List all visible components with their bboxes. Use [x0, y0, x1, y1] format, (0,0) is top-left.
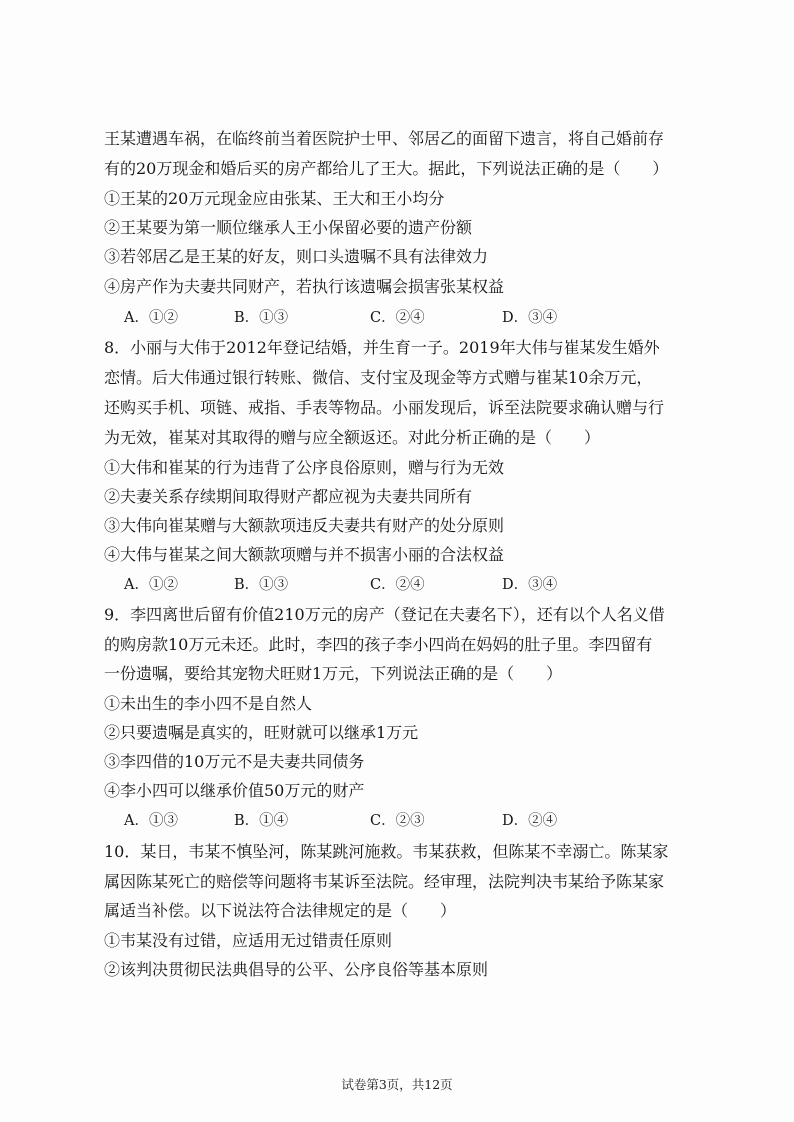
q8-stem-line: 还购买手机、项链、戒指、手表等物品。小丽发现后，诉至法院要求确认赠与行 — [104, 398, 665, 417]
q9-stem-line: 一份遗嘱，要给其宠物犬旺财1万元，下列说法正确的是（ ） — [104, 664, 563, 683]
q9-option-d[interactable]: D．②④ — [502, 813, 558, 829]
page-footer: 试卷第3页，共12页 — [341, 1077, 453, 1092]
q8-option-b[interactable]: B．①③ — [234, 577, 289, 593]
q9-options — [124, 809, 664, 833]
q10-statement-1: ①韦某没有过错，应适用无过错责任原则 — [104, 931, 393, 950]
q8-statement-1: ①大伟和崔某的行为违背了公序良俗原则，赠与行为无效 — [104, 458, 505, 477]
q7-statement-4: ④房产作为夫妻共同财产，若执行该遗嘱会损害张某权益 — [104, 277, 505, 296]
q8-statement-4: ④大伟与崔某之间大额款项赠与并不损害小丽的合法权益 — [104, 545, 505, 564]
q9-stem-line: 9．李四离世后留有价值210万元的房产（登记在夫妻名下），还有以个人名义借 — [104, 605, 665, 624]
q7-statement-1: ①王某的20万元现金应由张某、王大和王小均分 — [104, 189, 445, 208]
q8-options — [124, 573, 664, 597]
q8-statement-3: ③大伟向崔某赠与大额款项违反夫妻共有财产的处分原则 — [104, 516, 505, 535]
q7-option-a[interactable]: A．①② — [124, 310, 178, 326]
q8-option-a[interactable]: A．①② — [124, 577, 178, 593]
q10-statement-2: ②该判决贯彻民法典倡导的公平、公序良俗等基本原则 — [104, 960, 489, 979]
q7-statement-2: ②王某要为第一顺位继承人王小保留必要的遗产份额 — [104, 218, 473, 237]
q9-statement-1: ①未出生的李小四不是自然人 — [104, 694, 313, 713]
q9-option-c[interactable]: C．②③ — [370, 813, 425, 829]
q7-option-d[interactable]: D．③④ — [502, 310, 558, 326]
q7-statement-3: ③若邻居乙是王某的好友，则口头遗嘱不具有法律效力 — [104, 247, 489, 266]
q8-option-c[interactable]: C．②④ — [370, 577, 425, 593]
q7-options — [124, 306, 664, 330]
q9-statement-2: ②只要遗嘱是真实的，旺财就可以继承1万元 — [104, 723, 419, 742]
q7-stem-line: 有的20万现金和婚后买的房产都给儿了王大。据此，下列说法正确的是（ ） — [104, 159, 669, 178]
q9-option-a[interactable]: A．①③ — [124, 813, 178, 829]
q8-option-d[interactable]: D．③④ — [502, 577, 558, 593]
q8-stem-line: 为无效，崔某对其取得的赠与应全额返还。对此分析正确的是（ ） — [104, 428, 601, 447]
q9-statement-4: ④李小四可以继承价值50万元的财产 — [104, 781, 365, 800]
q8-stem-line: 恋情。后大伟通过银行转账、微信、支付宝及现金等方式赠与崔某10余万元， — [104, 368, 653, 387]
q8-stem-line: 8．小丽与大伟于2012年登记结婚，并生育一子。2019年大伟与崔某发生婚外 — [104, 338, 660, 357]
q7-option-c[interactable]: C．②④ — [370, 310, 425, 326]
q7-stem-line: 王某遭遇车祸，在临终前当着医院护士甲、邻居乙的面留下遗言，将自己婚前存 — [104, 129, 665, 148]
q9-option-b[interactable]: B．①④ — [234, 813, 289, 829]
q9-statement-3: ③李四借的10万元不是夫妻共同债务 — [104, 752, 365, 771]
q7-option-b[interactable]: B．①③ — [234, 310, 289, 326]
q10-stem-line: 属适当补偿。以下说法符合法律规定的是（ ） — [104, 901, 457, 920]
q10-stem-line: 属因陈某死亡的赔偿等问题将韦某诉至法院。经审理，法院判决韦某给予陈某家 — [104, 872, 665, 891]
q10-stem-line: 10．某日，韦某不慎坠河，陈某跳河施救。韦某获救，但陈某不幸溺亡。陈某家 — [104, 842, 669, 861]
q8-statement-2: ②夫妻关系存续期间取得财产都应视为夫妻共同所有 — [104, 487, 473, 506]
q9-stem-line: 的购房款10万元未还。此时，李四的孩子李小四尚在妈妈的肚子里。李四留有 — [104, 635, 653, 654]
